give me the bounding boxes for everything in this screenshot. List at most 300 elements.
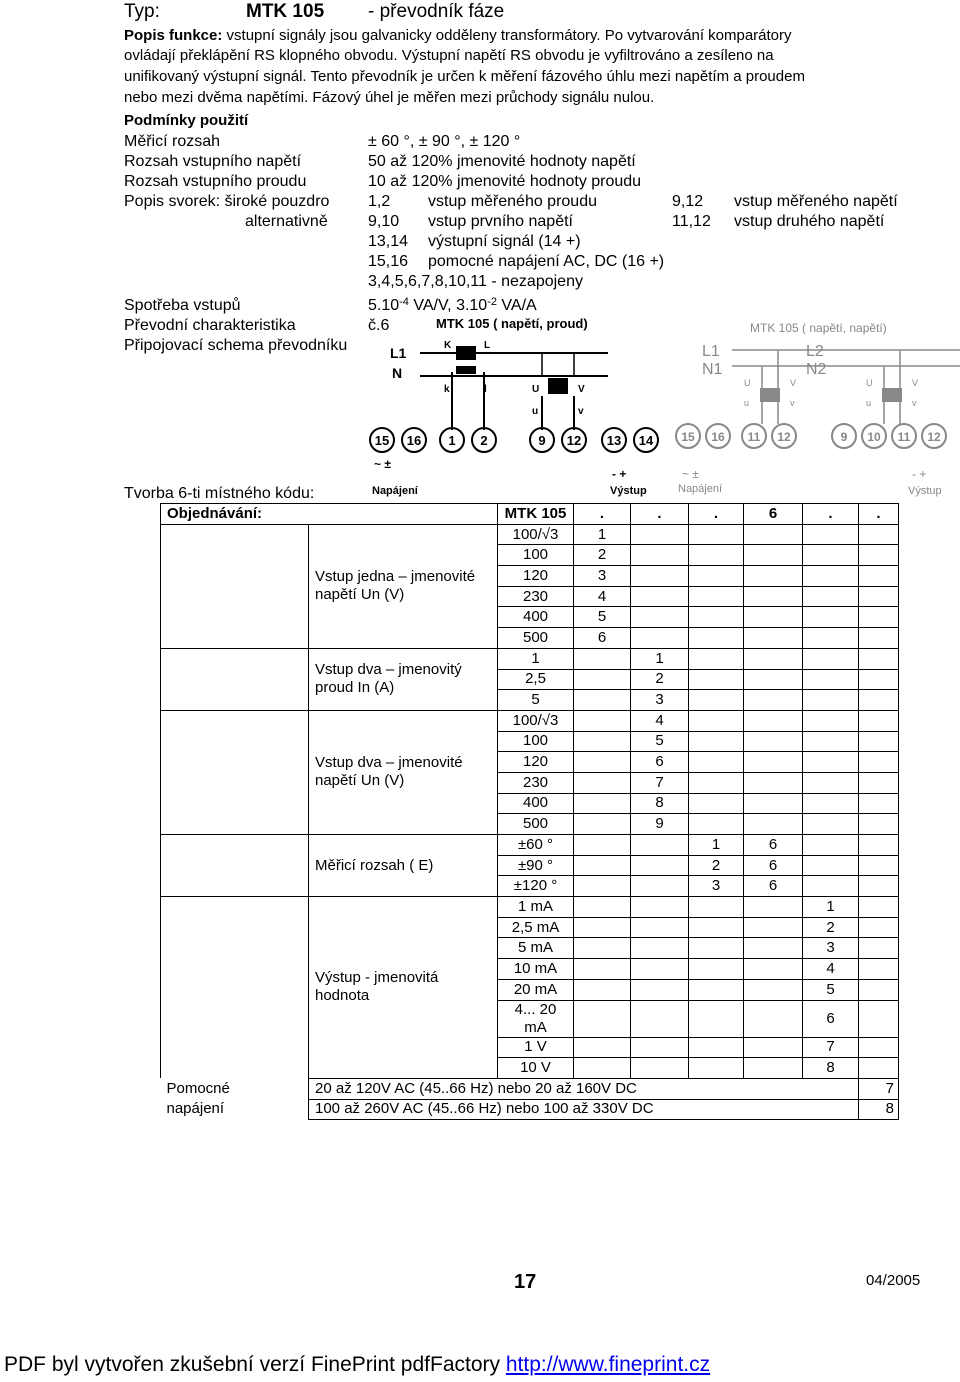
blank-cell <box>803 628 859 649</box>
svg-text:v: v <box>912 398 917 408</box>
blank-cell <box>161 897 309 1079</box>
blank-cell <box>689 566 744 587</box>
code-position: . <box>803 504 859 525</box>
svg-text:- +: - + <box>612 467 627 481</box>
blank-cell <box>803 835 859 856</box>
blank-cell <box>803 690 859 711</box>
terminal-label: 9 <box>840 430 848 444</box>
blank-cell <box>744 793 803 814</box>
terminal-number: 9,10 <box>368 213 400 230</box>
blank-cell <box>803 648 859 669</box>
blank-cell <box>574 897 631 918</box>
option-code: 8 <box>803 1058 859 1079</box>
group-label: Vstup dva – jmenovitý proud In (A) <box>309 648 498 710</box>
terminal-description: vstup měřeného proudu <box>428 193 597 210</box>
terminal-description: vstup měřeného napětí <box>734 193 898 210</box>
blank-cell <box>803 752 859 773</box>
blank-cell <box>803 876 859 897</box>
blank-cell <box>859 959 899 980</box>
blank-cell <box>574 979 631 1000</box>
svg-text:u: u <box>532 406 539 417</box>
blank-cell <box>803 710 859 731</box>
blank-cell <box>631 545 689 566</box>
blank-cell <box>574 835 631 856</box>
diagram-title: MTK 105 ( napětí, napětí) <box>750 321 887 335</box>
blank-cell <box>803 731 859 752</box>
terminals-alt-label: alternativně <box>245 213 328 230</box>
blank-cell <box>689 979 744 1000</box>
characteristic-value: č.6 <box>368 317 390 334</box>
blank-cell <box>744 690 803 711</box>
option-code: 2 <box>631 669 689 690</box>
blank-cell <box>689 917 744 938</box>
blank-cell <box>859 524 899 545</box>
option-code: 7 <box>859 1078 899 1099</box>
option-code: 7 <box>803 1037 859 1058</box>
blank-cell <box>744 1000 803 1037</box>
blank-cell <box>744 710 803 731</box>
svg-text:Výstup: Výstup <box>610 485 647 497</box>
blank-cell <box>574 855 631 876</box>
blank-cell <box>631 628 689 649</box>
option-value: 1 V <box>498 1037 574 1058</box>
svg-text:L2: L2 <box>806 343 824 360</box>
table-row <box>161 897 899 918</box>
blank-cell <box>574 1037 631 1058</box>
model-subtitle: - převodník fáze <box>368 1 505 22</box>
condition-value: ± 60 °, ± 90 °, ± 120 ° <box>368 133 521 150</box>
table-row <box>161 524 899 545</box>
option-code: 6 <box>631 752 689 773</box>
svg-text:~ ±: ~ ± <box>682 467 699 481</box>
svg-text:L1: L1 <box>390 345 407 361</box>
order-header-label: Objednávání: <box>161 504 498 525</box>
option-code: 3 <box>631 690 689 711</box>
option-code: 2 <box>803 917 859 938</box>
option-value: 1 mA <box>498 897 574 918</box>
wiring-diagram-voltage-current <box>360 312 660 504</box>
terminal-label: 12 <box>927 430 941 444</box>
svg-text:N: N <box>392 365 403 381</box>
group-label: Měřicí rozsah ( E) <box>309 835 498 897</box>
blank-cell <box>744 1058 803 1079</box>
option-code: 7 <box>631 772 689 793</box>
current-transformer-primary <box>456 346 476 360</box>
blank-cell <box>859 669 899 690</box>
table-row <box>161 835 899 856</box>
blank-cell <box>803 586 859 607</box>
svg-text:Napájení: Napájení <box>372 485 418 497</box>
svg-text:L1: L1 <box>702 343 720 360</box>
blank-cell <box>574 731 631 752</box>
blank-cell <box>689 1058 744 1079</box>
schema-label: Připojovací schema převodníku <box>124 337 348 354</box>
table-row <box>161 1099 899 1120</box>
terminal-number: 11,12 <box>672 213 711 230</box>
blank-cell <box>689 648 744 669</box>
svg-text:V: V <box>912 378 919 388</box>
group-label: Vstup dva – jmenovité napětí Un (V) <box>309 710 498 834</box>
option-code: 5 <box>803 979 859 1000</box>
option-value: 10 mA <box>498 959 574 980</box>
svg-text:Výstup: Výstup <box>908 485 942 497</box>
blank-cell <box>631 876 689 897</box>
date: 04/2005 <box>866 1272 921 1289</box>
option-value: 2,5 mA <box>498 917 574 938</box>
svg-text:v: v <box>578 406 584 417</box>
blank-cell <box>859 1058 899 1079</box>
option-value: 100/√3 <box>498 524 574 545</box>
terminal-description: vstup prvního napětí <box>428 213 573 230</box>
terminal-label: 9 <box>538 433 546 448</box>
terminal-number: 13,14 <box>368 233 409 250</box>
option-code: 3 <box>803 938 859 959</box>
svg-text:k: k <box>444 384 450 395</box>
blank-cell <box>574 938 631 959</box>
blank-cell <box>744 979 803 1000</box>
pdf-note: PDF byl vytvořen zkušební verzí FinePrint pdfFactory http://www.fineprint.cz <box>4 1353 711 1376</box>
option-code: 6 <box>574 628 631 649</box>
blank-cell <box>689 814 744 835</box>
blank-cell <box>689 752 744 773</box>
current-transformer-core <box>456 366 476 374</box>
fineprint-link[interactable]: http://www.fineprint.cz <box>505 1353 711 1376</box>
option-value: 1 <box>498 648 574 669</box>
group-label: Vstup jedna – jmenovité napětí Un (V) <box>309 524 498 648</box>
terminal-description: pomocné napájení AC, DC (16 +) <box>428 253 665 270</box>
option-code: 4 <box>574 586 631 607</box>
blank-cell <box>631 938 689 959</box>
blank-cell <box>574 959 631 980</box>
blank-cell <box>744 586 803 607</box>
terminal-number: 15,16 <box>368 253 409 270</box>
blank-cell <box>744 1037 803 1058</box>
option-code: 2 <box>689 855 744 876</box>
blank-cell <box>631 1037 689 1058</box>
wiring-diagram-voltage-voltage <box>672 312 960 504</box>
terminal-row <box>676 424 946 448</box>
consumption-label: Spotřeba vstupů <box>124 297 241 314</box>
blank-cell <box>574 1058 631 1079</box>
blank-cell <box>803 669 859 690</box>
blank-cell <box>744 959 803 980</box>
blank-cell <box>689 586 744 607</box>
terminal-label: 12 <box>777 430 791 444</box>
model-title: MTK 105 <box>246 1 325 22</box>
svg-text:u: u <box>866 398 872 408</box>
blank-cell <box>803 793 859 814</box>
blank-cell <box>631 835 689 856</box>
terminal-number: 9,12 <box>672 193 704 210</box>
page-number: 17 <box>514 1271 537 1293</box>
blank-cell <box>574 876 631 897</box>
table-row <box>161 504 899 525</box>
code-intro: Tvorba 6-ti místného kódu: <box>124 485 315 502</box>
supply-label: Pomocné <box>166 1079 230 1097</box>
blank-cell <box>689 669 744 690</box>
blank-cell <box>689 1037 744 1058</box>
blank-cell <box>859 628 899 649</box>
blank-cell <box>631 897 689 918</box>
option-value: 230 <box>498 586 574 607</box>
diagram-title: MTK 105 ( napětí, proud) <box>436 316 588 331</box>
terminal-label: 13 <box>606 433 622 448</box>
option-code: 6 <box>803 1000 859 1037</box>
blank-cell <box>631 917 689 938</box>
option-value: 120 <box>498 752 574 773</box>
blank-cell <box>744 938 803 959</box>
option-code: 6 <box>744 876 803 897</box>
condition-label: Rozsah vstupního proudu <box>124 173 307 190</box>
blank-cell <box>689 731 744 752</box>
option-code: 1 <box>631 648 689 669</box>
svg-text:~ ±: ~ ± <box>374 457 391 471</box>
blank-cell <box>744 648 803 669</box>
option-value: 500 <box>498 628 574 649</box>
option-value: ±90 ° <box>498 855 574 876</box>
option-value: 2,5 <box>498 669 574 690</box>
option-value: 100 <box>498 731 574 752</box>
blank-cell <box>574 772 631 793</box>
order-code-table <box>160 503 899 1120</box>
code-position: 6 <box>744 504 803 525</box>
terminal-row <box>370 428 658 452</box>
blank-cell <box>689 959 744 980</box>
blank-cell <box>859 917 899 938</box>
svg-text:Napájení: Napájení <box>678 483 723 495</box>
svg-text:v: v <box>790 398 795 408</box>
code-position: . <box>689 504 744 525</box>
description-line-2: ovládají překlápění RS klopného obvodu. Výstupní napětí RS obvodu je vyfiltrováno a zesíleno na <box>124 47 774 64</box>
code-position: . <box>631 504 689 525</box>
option-value: 120 <box>498 566 574 587</box>
svg-text:U: U <box>532 384 540 395</box>
option-value: 5 <box>498 690 574 711</box>
blank-cell <box>859 545 899 566</box>
blank-cell <box>631 524 689 545</box>
blank-cell <box>631 1058 689 1079</box>
terminal-label: 15 <box>374 433 390 448</box>
terminal-label: 11 <box>747 430 761 444</box>
blank-cell <box>574 648 631 669</box>
terminal-label: 11 <box>897 430 911 444</box>
option-code: 8 <box>859 1099 899 1120</box>
terminal-unconnected: 3,4,5,6,7,8,10,11 - nezapojeny <box>368 273 583 290</box>
option-code: 4 <box>631 710 689 731</box>
blank-cell <box>744 566 803 587</box>
table-row <box>161 1078 899 1099</box>
terminal-description: výstupní signál (14 +) <box>428 233 581 250</box>
table-row <box>161 648 899 669</box>
blank-cell <box>631 1000 689 1037</box>
terminal-description: vstup druhého napětí <box>734 213 885 230</box>
blank-cell <box>859 938 899 959</box>
blank-cell <box>859 586 899 607</box>
blank-cell <box>161 710 309 834</box>
blank-cell <box>803 772 859 793</box>
option-code: 1 <box>574 524 631 545</box>
svg-text:u: u <box>744 398 750 408</box>
group-label: Výstup - jmenovitá hodnota <box>309 897 498 1079</box>
blank-cell <box>859 731 899 752</box>
voltage-transformer <box>548 378 568 394</box>
description-line-3: unifikovaný výstupní signál. Tento převodník je určen k měření fázového úhlu mezi napětím a proudem <box>124 68 805 85</box>
order-header-model: MTK 105 <box>498 504 574 525</box>
supply-option: 20 až 120V AC (45..66 Hz) nebo 20 až 160V DC <box>309 1078 859 1099</box>
blank-cell <box>744 752 803 773</box>
blank-cell <box>689 607 744 628</box>
characteristic-label: Převodní charakteristika <box>124 317 296 334</box>
type-label: Typ: <box>124 1 160 22</box>
blank-cell <box>574 793 631 814</box>
option-code: 6 <box>744 835 803 856</box>
svg-text:V: V <box>578 384 585 395</box>
terminal-label: 10 <box>867 430 881 444</box>
blank-cell <box>859 979 899 1000</box>
terminal-number: 1,2 <box>368 193 391 210</box>
blank-cell <box>631 855 689 876</box>
blank-cell <box>859 566 899 587</box>
blank-cell <box>859 710 899 731</box>
condition-value: 10 až 120% jmenovité hodnoty proudu <box>368 173 642 190</box>
blank-cell <box>161 835 309 897</box>
conditions-heading: Podmínky použití <box>124 112 249 129</box>
blank-cell <box>803 607 859 628</box>
blank-cell <box>803 855 859 876</box>
blank-cell <box>574 710 631 731</box>
blank-cell <box>859 897 899 918</box>
description-line-4: nebo mezi dvěma napětími. Fázový úhel je měřen mezi průchody signálu nulou. <box>124 89 655 106</box>
blank-cell <box>689 772 744 793</box>
option-value: ±60 ° <box>498 835 574 856</box>
svg-text:U: U <box>744 378 751 388</box>
option-value: 100 <box>498 545 574 566</box>
blank-cell <box>689 628 744 649</box>
svg-text:L: L <box>484 340 491 351</box>
table-row <box>161 710 899 731</box>
option-code: 5 <box>574 607 631 628</box>
svg-text:l: l <box>484 384 487 395</box>
condition-value: 50 až 120% jmenovité hodnoty napětí <box>368 153 636 170</box>
blank-cell <box>859 1037 899 1058</box>
option-value: 400 <box>498 793 574 814</box>
blank-cell <box>689 897 744 918</box>
svg-text:K: K <box>444 340 452 351</box>
blank-cell <box>803 545 859 566</box>
condition-label: Měřicí rozsah <box>124 133 221 150</box>
blank-cell <box>859 1000 899 1037</box>
blank-cell <box>803 566 859 587</box>
blank-cell <box>744 628 803 649</box>
terminal-label: 1 <box>448 433 456 448</box>
blank-cell <box>574 669 631 690</box>
blank-cell <box>574 752 631 773</box>
terminal-label: 15 <box>681 430 695 444</box>
blank-cell <box>161 648 309 710</box>
blank-cell <box>744 731 803 752</box>
option-code: 5 <box>631 731 689 752</box>
option-code: 6 <box>744 855 803 876</box>
option-value: 4... 20 mA <box>498 1000 574 1037</box>
option-code: 3 <box>574 566 631 587</box>
blank-cell <box>744 897 803 918</box>
blank-cell <box>631 607 689 628</box>
option-value: 400 <box>498 607 574 628</box>
terminal-label: 14 <box>638 433 654 448</box>
blank-cell <box>689 690 744 711</box>
terminals-label: Popis svorek: široké pouzdro <box>124 193 330 210</box>
option-value: 100/√3 <box>498 710 574 731</box>
svg-text:N2: N2 <box>806 361 827 378</box>
blank-cell <box>803 524 859 545</box>
option-value: 20 mA <box>498 979 574 1000</box>
option-value: 5 mA <box>498 938 574 959</box>
option-code: 9 <box>631 814 689 835</box>
option-code: 2 <box>574 545 631 566</box>
blank-cell <box>803 814 859 835</box>
blank-cell <box>631 566 689 587</box>
terminal-label: 16 <box>406 433 422 448</box>
blank-cell <box>574 690 631 711</box>
blank-cell <box>859 648 899 669</box>
blank-cell <box>859 793 899 814</box>
blank-cell <box>859 690 899 711</box>
blank-cell <box>689 710 744 731</box>
blank-cell <box>859 752 899 773</box>
blank-cell <box>689 793 744 814</box>
option-value: 10 V <box>498 1058 574 1079</box>
option-value: ±120 ° <box>498 876 574 897</box>
option-value: 230 <box>498 772 574 793</box>
supply-option: 100 až 260V AC (45..66 Hz) nebo 100 až 330V DC <box>309 1099 859 1120</box>
blank-cell <box>859 835 899 856</box>
blank-cell <box>689 524 744 545</box>
blank-cell <box>744 669 803 690</box>
blank-cell <box>631 979 689 1000</box>
condition-label: Rozsah vstupního napětí <box>124 153 302 170</box>
blank-cell <box>689 938 744 959</box>
blank-cell <box>631 959 689 980</box>
terminal-label: 2 <box>480 433 488 448</box>
blank-cell <box>859 876 899 897</box>
option-code: 1 <box>689 835 744 856</box>
blank-cell <box>689 1000 744 1037</box>
blank-cell <box>744 772 803 793</box>
option-code: 8 <box>631 793 689 814</box>
code-position: . <box>859 504 899 525</box>
blank-cell <box>574 1000 631 1037</box>
blank-cell <box>631 586 689 607</box>
blank-cell <box>744 814 803 835</box>
blank-cell <box>744 545 803 566</box>
blank-cell <box>859 814 899 835</box>
consumption-value: $5.10^{-4}$ VA/V, $3.10^{-2}$ VA/A <box>368 296 537 314</box>
blank-cell <box>574 814 631 835</box>
blank-cell <box>574 917 631 938</box>
svg-text:N1: N1 <box>702 361 723 378</box>
blank-cell <box>859 772 899 793</box>
blank-cell <box>744 917 803 938</box>
code-position: . <box>574 504 631 525</box>
description-line-1: Popis funkce: vstupní signály jsou galvanicky odděleny transformátory. Po vytvarování komparátory <box>124 27 792 44</box>
svg-text:V: V <box>790 378 797 388</box>
blank-cell <box>859 855 899 876</box>
blank-cell <box>689 545 744 566</box>
supply-label: napájení <box>166 1100 225 1118</box>
option-code: 3 <box>689 876 744 897</box>
blank-cell <box>744 607 803 628</box>
svg-text:- +: - + <box>912 467 927 481</box>
